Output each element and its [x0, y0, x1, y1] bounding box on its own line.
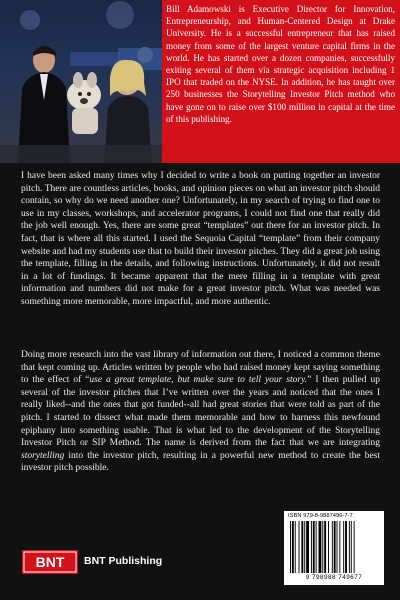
logo-text: BNT — [35, 554, 65, 570]
barcode-bar — [339, 521, 340, 573]
barcode-bar — [306, 521, 309, 573]
barcode-bar — [301, 521, 303, 573]
barcode-bar — [316, 521, 317, 573]
barcode-bar — [354, 521, 355, 573]
barcode-bar — [322, 521, 323, 573]
paragraph-2-emphasis: storytelling — [21, 450, 65, 461]
barcode-bar — [290, 521, 291, 573]
barcode-bars — [290, 521, 378, 573]
author-photo — [0, 0, 162, 163]
barcode-number: 9 798988 749677 — [305, 574, 363, 581]
publisher-logo — [22, 550, 78, 574]
barcode-bar — [337, 521, 338, 573]
barcode-bar — [319, 521, 322, 573]
publisher-name: BNT Publishing — [84, 555, 163, 567]
description-paragraph-1: I have been asked many times why I decided to write a book on putting together an investor pitch. There are countless articles, books, and opinion pieces on what an investor pitch should contain, so why do we need another one? Unfortunately, in my search of trying to find one to use in my classes, workshops, and accelerator programs, I could not find one that really did the job well enough. Yes, there are some great “templates” out there for an investor pitch. In fact, that is where all this started. I used the Sequoia Capital “template” from their company website and had my students use that to build their investor pitches. They did a great job using the template, filling in the details, and following instructions. Unfortunately, it did not result in a lot of fundings. It became apparent that the mere filling in a template with great information and numbers did not make for a great investor pitch. What was needed was something more memorable, more impactful, and more authentic. — [21, 171, 380, 307]
description-paragraph-2 — [21, 349, 380, 475]
barcode-bar — [324, 521, 326, 573]
paragraph-2-quote: use a great template, but make sure to tell your story. — [89, 375, 308, 386]
paragraph-2-text-b: ” I then pulled up several of the investor pitches that I’ve written over the years and noticed that the ones I really liked--and the ones that got funded--all had great stories that were told as part of the pitch. I started to dissect what made them memorable and how to harness this newfound epiphany into something usable. That is what led to the development of the Storytelling Investor Pitch or SIP Method. The name is derived from the fact that we are integrating — [21, 375, 380, 449]
barcode-bar — [349, 521, 350, 573]
paragraph-2-text-a: Doing more research into the vast library of information out there, I noticed a common theme that kept coming up. Articles written by people who had raised money kept saying something to the effect of “ — [21, 350, 380, 386]
barcode-bar — [351, 521, 352, 573]
isbn-barcode — [284, 511, 384, 585]
barcode-bar — [345, 521, 347, 573]
barcode-bar — [292, 521, 294, 573]
author-photo-illustration — [0, 0, 162, 163]
barcode-bar — [328, 521, 329, 573]
author-bio: Bill Adamowski is Executive Director for Innovation, Entrepreneurship, and Human-Centered Design at Drake University. He is a successful entrepreneur that has raised money from some of the largest venture capital firms in the world. He has started over a dozen companies, successfully exiting several of them via strategic acquisition including 1 IPO that traded on the NYSE. In addition, he has taught over 250 businesses the Storytelling Investor Pitch method who have gone on to raise over $100 million in capital at the time of this publishing. — [166, 4, 395, 124]
barcode-bar — [332, 521, 333, 573]
barcode-bar — [295, 521, 296, 573]
barcode-bar — [299, 521, 300, 573]
barcode-bar — [313, 521, 315, 573]
paragraph-2-text-c: into the investor pitch, resulting in a powerful new method to create the best investor pitch possible. — [21, 450, 380, 474]
isbn-label: ISBN 979-8-9887496-7-7 — [288, 513, 353, 519]
barcode-bar — [304, 521, 305, 573]
barcode-bar — [311, 521, 312, 573]
barcode-bar — [334, 521, 336, 573]
barcode-bar — [343, 521, 344, 573]
